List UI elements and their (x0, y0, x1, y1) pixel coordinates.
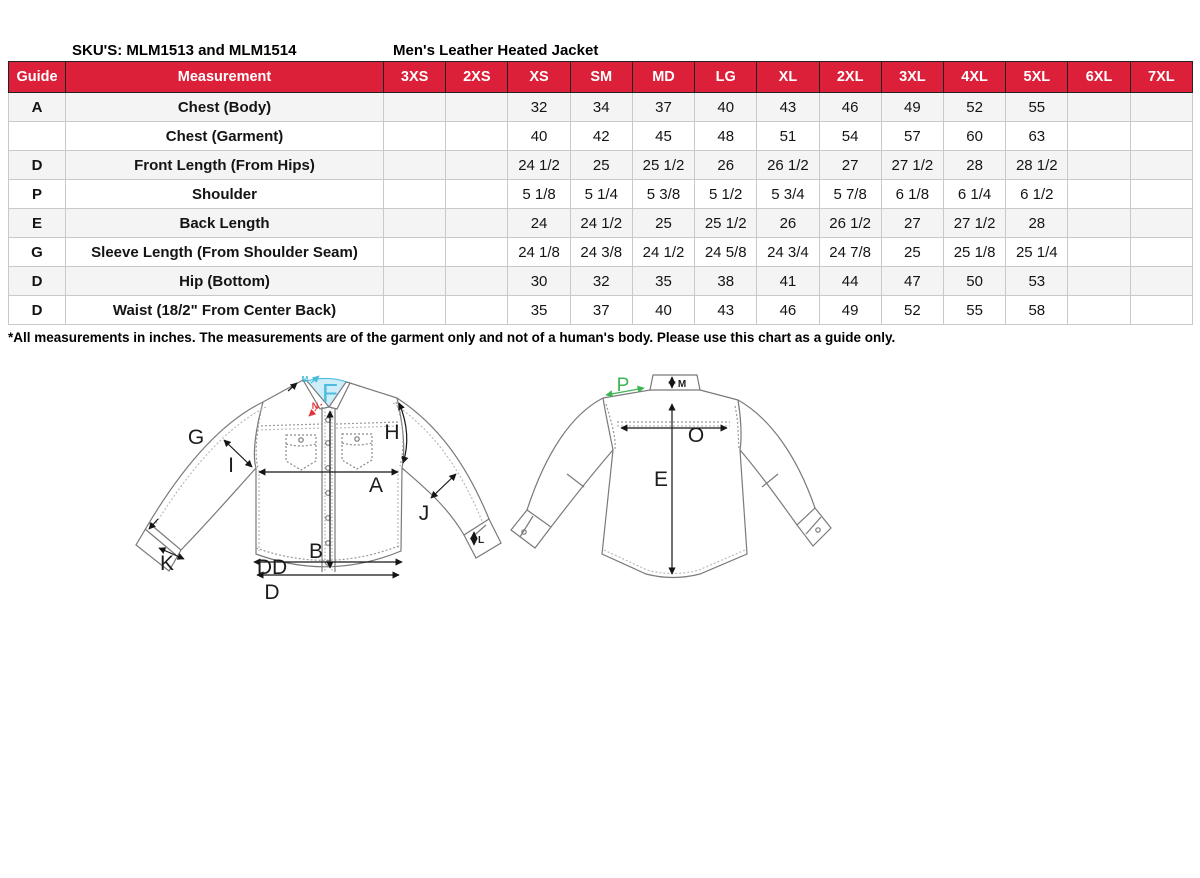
size-value-cell (446, 180, 508, 209)
table-row (9, 296, 1193, 325)
column-header-2xs: 2XS (446, 62, 508, 93)
size-value-cell: 58 (1006, 296, 1068, 325)
size-value-cell: 48 (695, 122, 757, 151)
column-header-xl: XL (757, 62, 819, 93)
size-value-cell (446, 238, 508, 267)
measurement-cell: Sleeve Length (From Shoulder Seam) (66, 238, 384, 267)
size-value-cell: 24 7/8 (819, 238, 881, 267)
size-value-cell: 50 (943, 267, 1005, 296)
size-value-cell: 53 (1006, 267, 1068, 296)
size-value-cell: 40 (695, 93, 757, 122)
size-table-header-row (9, 62, 1193, 93)
size-value-cell (384, 296, 446, 325)
back-body-outline (602, 398, 747, 578)
front-placket (322, 407, 335, 572)
measurement-cell: Waist (18/2" From Center Back) (66, 296, 384, 325)
size-value-cell: 54 (819, 122, 881, 151)
size-value-cell: 37 (632, 93, 694, 122)
size-value-cell: 35 (632, 267, 694, 296)
size-value-cell: 34 (570, 93, 632, 122)
size-value-cell: 55 (943, 296, 1005, 325)
size-value-cell: 43 (695, 296, 757, 325)
front-label-dd: DD (256, 556, 288, 579)
back-label-o: O (687, 424, 705, 447)
size-value-cell: 25 (632, 209, 694, 238)
front-right-sleeve (397, 398, 489, 519)
size-value-cell: 24 (508, 209, 570, 238)
back-labels (617, 375, 705, 491)
pocket-button-right (355, 437, 359, 441)
guide-cell: A (9, 93, 66, 122)
size-value-cell (1130, 296, 1192, 325)
table-row (9, 209, 1193, 238)
column-header-3xs: 3XS (384, 62, 446, 93)
guide-cell: D (9, 267, 66, 296)
size-value-cell: 57 (881, 122, 943, 151)
size-value-cell (1068, 93, 1130, 122)
table-row (9, 267, 1193, 296)
size-value-cell (384, 180, 446, 209)
size-value-cell: 41 (757, 267, 819, 296)
size-value-cell: 5 3/8 (632, 180, 694, 209)
guide-cell: D (9, 296, 66, 325)
front-label-a: A (368, 474, 384, 497)
table-row (9, 151, 1193, 180)
front-left-cuff (136, 523, 181, 571)
size-value-cell: 52 (943, 93, 1005, 122)
front-label-n: N (311, 401, 319, 411)
size-value-cell: 49 (819, 296, 881, 325)
footnote-text: *All measurements in inches. The measurements are of the garment only and not of a human's body. Please use this chart as a guide only. (8, 330, 896, 345)
size-value-cell (446, 122, 508, 151)
size-value-cell: 26 1/2 (819, 209, 881, 238)
size-value-cell (1068, 180, 1130, 209)
back-left-sleeve (527, 398, 603, 510)
size-value-cell (1068, 238, 1130, 267)
front-label-j: J (418, 502, 430, 525)
guide-cell: E (9, 209, 66, 238)
size-value-cell (1130, 93, 1192, 122)
size-value-cell: 24 1/8 (508, 238, 570, 267)
measurement-cell: Front Length (From Hips) (66, 151, 384, 180)
size-value-cell: 5 1/2 (695, 180, 757, 209)
size-value-cell (384, 122, 446, 151)
size-value-cell: 47 (881, 267, 943, 296)
measurement-cell: Shoulder (66, 180, 384, 209)
front-label-i: I (228, 454, 234, 477)
table-row (9, 93, 1193, 122)
size-value-cell: 46 (757, 296, 819, 325)
size-value-cell: 28 1/2 (1006, 151, 1068, 180)
size-chart-table (8, 61, 1193, 325)
front-left-sleeve (149, 402, 263, 523)
front-label-l: L (477, 535, 485, 546)
column-header-5xl: 5XL (1006, 62, 1068, 93)
size-value-cell: 27 1/2 (943, 209, 1005, 238)
size-value-cell (1130, 209, 1192, 238)
column-header-xs: XS (508, 62, 570, 93)
size-value-cell (1068, 296, 1130, 325)
jacket-measurement-diagram (0, 362, 1200, 632)
measure-arrow-J (431, 474, 456, 498)
back-label-e: E (653, 468, 669, 491)
front-label-f: F (322, 378, 338, 408)
size-value-cell: 55 (1006, 93, 1068, 122)
size-value-cell: 26 1/2 (757, 151, 819, 180)
front-label-d: D (264, 581, 280, 604)
column-header-3xl: 3XL (881, 62, 943, 93)
size-value-cell (1130, 151, 1192, 180)
size-value-cell: 32 (508, 93, 570, 122)
size-value-cell: 37 (570, 296, 632, 325)
size-value-cell: 24 1/2 (570, 209, 632, 238)
size-value-cell: 46 (819, 93, 881, 122)
guide-cell (9, 122, 66, 151)
size-value-cell: 51 (757, 122, 819, 151)
product-title: Men's Leather Heated Jacket (393, 42, 599, 59)
size-value-cell: 6 1/4 (943, 180, 1005, 209)
column-header-2xl: 2XL (819, 62, 881, 93)
size-value-cell: 5 3/4 (757, 180, 819, 209)
size-value-cell (1068, 122, 1130, 151)
guide-cell: G (9, 238, 66, 267)
sku-title: SKU'S: MLM1513 and MLM1514 (72, 42, 297, 59)
column-header-md: MD (632, 62, 694, 93)
guide-cell: D (9, 151, 66, 180)
size-value-cell: 28 (943, 151, 1005, 180)
size-value-cell (1068, 209, 1130, 238)
column-header-6xl: 6XL (1068, 62, 1130, 93)
table-row (9, 238, 1193, 267)
size-value-cell (446, 296, 508, 325)
size-value-cell (446, 209, 508, 238)
back-right-sleeve (738, 400, 815, 508)
size-value-cell: 24 3/8 (570, 238, 632, 267)
size-value-cell: 5 1/4 (570, 180, 632, 209)
column-header-measurement: Measurement (66, 62, 384, 93)
size-value-cell: 25 (570, 151, 632, 180)
size-value-cell: 25 (881, 238, 943, 267)
front-label-m: M (301, 375, 309, 384)
pocket-button-left (299, 438, 303, 442)
front-label-h: H (384, 421, 400, 444)
table-row (9, 180, 1193, 209)
size-table-body (9, 93, 1193, 325)
size-value-cell: 26 (757, 209, 819, 238)
measurement-cell: Chest (Body) (66, 93, 384, 122)
column-header-guide: Guide (9, 62, 66, 93)
size-value-cell: 25 1/4 (1006, 238, 1068, 267)
size-value-cell (446, 151, 508, 180)
size-value-cell: 27 (819, 151, 881, 180)
size-value-cell (1130, 122, 1192, 151)
back-label-p: P (616, 375, 630, 396)
back-collar (650, 375, 700, 390)
size-value-cell: 24 1/2 (508, 151, 570, 180)
size-value-cell (446, 93, 508, 122)
size-value-cell (384, 93, 446, 122)
front-label-k: K (159, 552, 175, 575)
size-value-cell: 24 5/8 (695, 238, 757, 267)
size-value-cell: 52 (881, 296, 943, 325)
size-value-cell: 26 (695, 151, 757, 180)
back-jacket-drawing (511, 375, 831, 578)
size-value-cell: 6 1/2 (1006, 180, 1068, 209)
measurement-cell: Chest (Garment) (66, 122, 384, 151)
table-row (9, 122, 1193, 151)
size-value-cell: 30 (508, 267, 570, 296)
measurement-cell: Back Length (66, 209, 384, 238)
back-left-cuff (511, 510, 551, 548)
column-header-lg: LG (695, 62, 757, 93)
size-value-cell: 5 7/8 (819, 180, 881, 209)
size-value-cell (446, 267, 508, 296)
size-value-cell: 60 (943, 122, 1005, 151)
size-value-cell: 25 1/2 (695, 209, 757, 238)
column-header-sm: SM (570, 62, 632, 93)
size-value-cell: 6 1/8 (881, 180, 943, 209)
size-value-cell: 5 1/8 (508, 180, 570, 209)
size-value-cell: 40 (508, 122, 570, 151)
column-header-7xl: 7XL (1130, 62, 1192, 93)
size-value-cell: 49 (881, 93, 943, 122)
size-value-cell (1130, 267, 1192, 296)
back-label-m: M (677, 379, 687, 390)
size-value-cell (1130, 238, 1192, 267)
size-value-cell (384, 238, 446, 267)
size-value-cell (384, 267, 446, 296)
size-value-cell: 28 (1006, 209, 1068, 238)
size-value-cell: 25 1/2 (632, 151, 694, 180)
size-value-cell: 32 (570, 267, 632, 296)
guide-cell: P (9, 180, 66, 209)
size-value-cell: 40 (632, 296, 694, 325)
size-value-cell: 43 (757, 93, 819, 122)
size-value-cell (1068, 267, 1130, 296)
back-right-cuff (797, 508, 831, 546)
column-header-4xl: 4XL (943, 62, 1005, 93)
size-value-cell: 35 (508, 296, 570, 325)
size-value-cell: 45 (632, 122, 694, 151)
size-value-cell (1130, 180, 1192, 209)
measurement-cell: Hip (Bottom) (66, 267, 384, 296)
size-value-cell (1068, 151, 1130, 180)
size-value-cell (384, 209, 446, 238)
front-label-g: G (187, 426, 205, 449)
size-value-cell: 44 (819, 267, 881, 296)
size-value-cell: 24 1/2 (632, 238, 694, 267)
size-value-cell: 27 1/2 (881, 151, 943, 180)
size-value-cell: 63 (1006, 122, 1068, 151)
size-value-cell (384, 151, 446, 180)
size-value-cell: 24 3/4 (757, 238, 819, 267)
size-value-cell: 42 (570, 122, 632, 151)
size-value-cell: 27 (881, 209, 943, 238)
front-label-b: B (308, 540, 324, 563)
size-value-cell: 38 (695, 267, 757, 296)
size-value-cell: 25 1/8 (943, 238, 1005, 267)
